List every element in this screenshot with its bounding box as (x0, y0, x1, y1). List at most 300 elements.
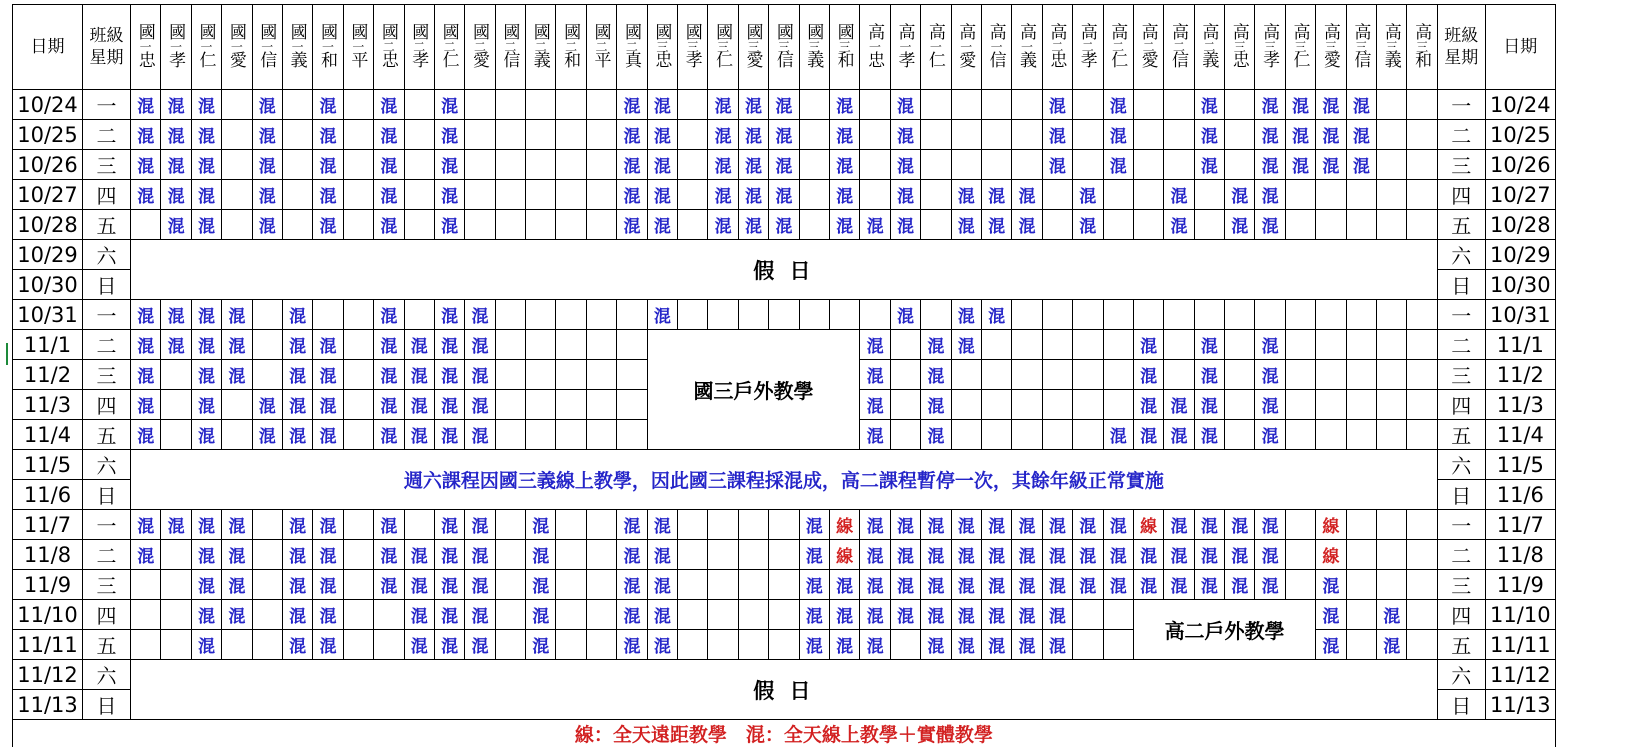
class-section: 孝 (412, 53, 426, 69)
class-header (434, 5, 464, 90)
class-cell: 混 (434, 360, 464, 390)
class-cell: 混 (890, 150, 920, 180)
class-cell (708, 510, 738, 540)
class-cell: 混 (951, 570, 981, 600)
class-cell: 混 (222, 540, 252, 570)
holiday-cell: 假 日 (131, 660, 1438, 720)
weekday-cell: 四 (83, 180, 131, 210)
weekday-cell: 三 (1437, 570, 1485, 600)
class-number: 一 (169, 41, 183, 53)
class-cell: 混 (617, 510, 647, 540)
class-cell: 混 (708, 210, 738, 240)
schedule-row (13, 180, 1556, 210)
class-name (1172, 25, 1186, 69)
date-cell: 11/9 (13, 570, 83, 600)
date-cell: 10/27 (13, 180, 83, 210)
class-cell (343, 630, 373, 660)
class-name (1415, 25, 1429, 69)
class-cell (282, 180, 312, 210)
class-grade: 國 (686, 25, 700, 41)
class-cell (1407, 570, 1437, 600)
class-cell: 混 (252, 180, 282, 210)
class-cell: 混 (1012, 180, 1042, 210)
class-cell: 混 (1346, 90, 1376, 120)
class-cell (343, 600, 373, 630)
weekday-cell: 一 (1437, 90, 1485, 120)
class-cell (131, 570, 161, 600)
class-cell: 混 (1194, 420, 1224, 450)
class-grade: 國 (139, 25, 153, 41)
class-cell: 混 (951, 510, 981, 540)
date-cell: 11/6 (1485, 480, 1555, 510)
class-cell (526, 330, 556, 360)
class-cell: 混 (1073, 210, 1103, 240)
class-cell (860, 120, 890, 150)
weekday-cell: 日 (83, 690, 131, 720)
class-cell: 線 (829, 540, 859, 570)
class-section: 義 (1385, 53, 1399, 69)
class-section: 仁 (1294, 53, 1308, 69)
class-cell (343, 570, 373, 600)
class-name (898, 25, 912, 69)
weekday-cell: 五 (1437, 210, 1485, 240)
class-cell: 混 (465, 600, 495, 630)
class-cell: 混 (981, 180, 1011, 210)
class-cell: 混 (799, 570, 829, 600)
class-number: 二 (625, 41, 639, 53)
class-cell: 混 (617, 540, 647, 570)
class-grade: 高 (1385, 25, 1399, 41)
class-cell: 混 (404, 600, 434, 630)
class-cell: 混 (434, 150, 464, 180)
class-cell (1225, 150, 1255, 180)
class-cell: 混 (191, 570, 221, 600)
class-cell: 混 (1377, 600, 1407, 630)
class-cell (769, 630, 799, 660)
class-number: 三 (1263, 41, 1277, 53)
class-cell: 混 (131, 360, 161, 390)
class-header (1103, 5, 1133, 90)
class-cell (1346, 420, 1376, 450)
class-cell (678, 300, 708, 330)
class-number: 三 (1233, 41, 1247, 53)
class-section: 仁 (199, 53, 213, 69)
class-cell (1164, 120, 1194, 150)
class-header (282, 5, 312, 90)
schedule-row (13, 240, 1556, 270)
class-cell (921, 150, 951, 180)
class-cell: 混 (1012, 510, 1042, 540)
class-cell (1073, 120, 1103, 150)
class-cell: 混 (1042, 570, 1072, 600)
class-header (829, 5, 859, 90)
class-section: 平 (595, 53, 609, 69)
class-cell (495, 570, 525, 600)
class-cell: 混 (252, 210, 282, 240)
class-cell: 混 (1255, 570, 1285, 600)
class-cell (556, 540, 586, 570)
class-name (625, 25, 639, 69)
class-cell (586, 390, 616, 420)
class-number: 一 (291, 41, 305, 53)
class-cell: 混 (951, 300, 981, 330)
class-cell (951, 90, 981, 120)
class-cell (556, 210, 586, 240)
class-cell: 混 (921, 360, 951, 390)
class-cell (799, 150, 829, 180)
class-cell (495, 600, 525, 630)
date-cell: 10/31 (1485, 300, 1555, 330)
class-cell: 混 (799, 540, 829, 570)
class-cell (252, 300, 282, 330)
class-cell: 混 (191, 510, 221, 540)
class-cell: 混 (222, 510, 252, 540)
class-cell (1103, 600, 1133, 630)
class-cell (343, 540, 373, 570)
class-cell: 混 (1285, 90, 1315, 120)
class-cell: 混 (1377, 630, 1407, 660)
class-cell: 混 (617, 90, 647, 120)
class-cell: 混 (1316, 600, 1346, 630)
class-cell: 混 (1133, 540, 1163, 570)
class-cell (738, 510, 768, 540)
class-cell (921, 210, 951, 240)
class-cell (951, 420, 981, 450)
class-cell: 線 (1316, 540, 1346, 570)
class-cell (252, 330, 282, 360)
class-header (586, 5, 616, 90)
class-header (708, 5, 738, 90)
class-cell (1346, 600, 1376, 630)
class-name (1020, 25, 1034, 69)
class-weekday-header (1437, 5, 1485, 90)
class-cell (1133, 300, 1163, 330)
class-cell (586, 150, 616, 180)
class-cell: 混 (161, 510, 191, 540)
class-header (738, 5, 768, 90)
class-section: 孝 (898, 53, 912, 69)
class-cell: 混 (131, 330, 161, 360)
class-cell (1133, 120, 1163, 150)
class-number: 二 (1172, 41, 1186, 53)
class-cell (921, 180, 951, 210)
class-section: 仁 (716, 53, 730, 69)
class-cell (1377, 120, 1407, 150)
class-cell (1042, 330, 1072, 360)
class-name (382, 25, 396, 69)
class-cell: 混 (131, 390, 161, 420)
class-cell: 混 (131, 420, 161, 450)
class-cell (404, 120, 434, 150)
class-cell: 混 (799, 600, 829, 630)
class-cell (1225, 360, 1255, 390)
class-grade: 高 (868, 25, 882, 41)
class-cell (404, 210, 434, 240)
class-cell: 混 (191, 90, 221, 120)
class-name (1050, 25, 1064, 69)
schedule-row (13, 330, 1556, 360)
class-cell (981, 120, 1011, 150)
date-cell: 11/8 (1485, 540, 1555, 570)
class-cell: 混 (617, 150, 647, 180)
class-header (1316, 5, 1346, 90)
class-cell: 混 (1164, 510, 1194, 540)
class-section: 平 (351, 53, 365, 69)
class-name (1142, 25, 1156, 69)
class-cell (556, 300, 586, 330)
class-cell (252, 360, 282, 390)
class-number: 一 (868, 41, 882, 53)
class-header (131, 5, 161, 90)
class-section: 義 (1020, 53, 1034, 69)
class-cell (495, 150, 525, 180)
class-cell: 混 (131, 300, 161, 330)
class-cell: 混 (860, 630, 890, 660)
weekday-cell: 四 (1437, 390, 1485, 420)
class-cell (556, 330, 586, 360)
class-cell (252, 540, 282, 570)
weekday-label: 星期 (1444, 48, 1478, 68)
class-cell (1407, 420, 1437, 450)
schedule-row (13, 660, 1556, 690)
class-cell: 混 (465, 300, 495, 330)
class-cell (526, 300, 556, 330)
class-header (343, 5, 373, 90)
class-cell: 混 (647, 210, 677, 240)
class-name (503, 25, 517, 69)
class-cell: 混 (465, 420, 495, 450)
class-cell: 混 (252, 420, 282, 450)
class-cell (586, 540, 616, 570)
class-header (252, 5, 282, 90)
class-header (556, 5, 586, 90)
class-cell: 混 (282, 570, 312, 600)
class-cell (1073, 600, 1103, 630)
class-cell (556, 150, 586, 180)
class-cell: 混 (1164, 420, 1194, 450)
class-cell (1012, 90, 1042, 120)
weekday-cell: 三 (1437, 150, 1485, 180)
class-number: 二 (1111, 41, 1125, 53)
class-cell: 混 (769, 90, 799, 120)
date-cell: 10/24 (1485, 90, 1555, 120)
class-cell: 混 (252, 120, 282, 150)
class-cell: 混 (617, 570, 647, 600)
class-cell (799, 120, 829, 150)
weekday-cell: 四 (1437, 600, 1485, 630)
class-cell (678, 630, 708, 660)
date-column-header: 日期 (1485, 5, 1555, 90)
class-header (951, 5, 981, 90)
class-cell (556, 570, 586, 600)
weekday-cell: 四 (1437, 180, 1485, 210)
class-cell: 混 (647, 120, 677, 150)
class-cell: 混 (313, 90, 343, 120)
class-cell: 混 (708, 90, 738, 120)
class-cell: 混 (1073, 510, 1103, 540)
class-cell (1255, 300, 1285, 330)
class-cell (769, 600, 799, 630)
class-cell: 混 (1316, 90, 1346, 120)
class-cell (586, 630, 616, 660)
date-cell: 11/4 (1485, 420, 1555, 450)
class-cell: 混 (191, 630, 221, 660)
class-name (838, 25, 852, 69)
class-cell (586, 600, 616, 630)
class-grade: 高 (1172, 25, 1186, 41)
class-cell: 混 (769, 210, 799, 240)
schedule-row (13, 630, 1556, 660)
class-cell (586, 180, 616, 210)
class-section: 忠 (139, 53, 153, 69)
class-name (230, 25, 244, 69)
class-section: 愛 (230, 53, 244, 69)
class-cell: 混 (374, 150, 404, 180)
class-cell (769, 510, 799, 540)
date-cell: 10/28 (13, 210, 83, 240)
class-cell: 混 (131, 90, 161, 120)
class-cell: 混 (1194, 360, 1224, 390)
class-cell: 混 (1073, 180, 1103, 210)
class-number: 二 (1050, 41, 1064, 53)
class-cell (161, 420, 191, 450)
class-number: 三 (686, 41, 700, 53)
class-cell (1407, 210, 1437, 240)
class-number: 一 (929, 41, 943, 53)
class-cell (556, 180, 586, 210)
schedule-row (13, 510, 1556, 540)
class-cell (1407, 300, 1437, 330)
class-cell: 混 (951, 540, 981, 570)
class-cell (374, 630, 404, 660)
class-cell: 混 (921, 540, 951, 570)
class-cell (222, 90, 252, 120)
class-grade: 國 (595, 25, 609, 41)
class-header (1042, 5, 1072, 90)
class-name (929, 25, 943, 69)
class-cell (495, 540, 525, 570)
class-number: 二 (534, 41, 548, 53)
class-cell (282, 120, 312, 150)
outdoor-g11-cell: 高二戶外教學 (1133, 600, 1315, 660)
class-cell: 混 (860, 210, 890, 240)
schedule-row (13, 600, 1556, 630)
class-cell: 混 (1285, 120, 1315, 150)
class-cell: 混 (131, 540, 161, 570)
date-cell: 11/13 (13, 690, 83, 720)
schedule-table (12, 4, 1556, 747)
class-header (1073, 5, 1103, 90)
class-cell: 混 (1164, 390, 1194, 420)
class-cell: 混 (1164, 570, 1194, 600)
class-cell (1346, 330, 1376, 360)
weekday-cell: 六 (83, 660, 131, 690)
class-cell (526, 360, 556, 390)
class-cell: 混 (526, 600, 556, 630)
class-header (1255, 5, 1285, 90)
weekday-cell: 二 (1437, 120, 1485, 150)
class-cell: 混 (981, 540, 1011, 570)
class-cell: 混 (1133, 330, 1163, 360)
class-cell: 混 (374, 330, 404, 360)
class-number: 一 (898, 41, 912, 53)
class-cell: 混 (647, 180, 677, 210)
class-cell (860, 180, 890, 210)
class-cell (1073, 300, 1103, 330)
schedule-row (13, 540, 1556, 570)
class-section: 真 (625, 53, 639, 69)
class-cell: 混 (374, 390, 404, 420)
class-cell (586, 570, 616, 600)
class-cell: 混 (860, 600, 890, 630)
class-cell (556, 510, 586, 540)
weekday-cell: 六 (1437, 450, 1485, 480)
class-cell: 混 (1103, 150, 1133, 180)
class-cell (495, 180, 525, 210)
class-number: 一 (990, 41, 1004, 53)
class-cell (981, 390, 1011, 420)
class-cell: 混 (1133, 390, 1163, 420)
class-section: 愛 (959, 53, 973, 69)
class-header (161, 5, 191, 90)
class-cell (1012, 330, 1042, 360)
class-header (222, 5, 252, 90)
class-cell (981, 150, 1011, 180)
class-cell (1285, 540, 1315, 570)
class-cell (890, 630, 920, 660)
class-cell (708, 600, 738, 630)
class-cell (678, 150, 708, 180)
class-cell (708, 300, 738, 330)
row-indicator (6, 343, 8, 365)
class-grade: 高 (1324, 25, 1338, 41)
notice-cell: 週六課程因國三義線上教學，因此國三課程採混成，高二課程暫停一次，其餘年級正常實施 (131, 450, 1438, 510)
class-cell: 混 (374, 420, 404, 450)
class-cell: 混 (222, 570, 252, 600)
holiday-cell: 假 日 (131, 240, 1438, 300)
class-cell: 混 (191, 300, 221, 330)
class-cell (1407, 180, 1437, 210)
class-cell: 混 (1346, 150, 1376, 180)
class-header (404, 5, 434, 90)
class-weekday-header (83, 5, 131, 90)
class-cell: 混 (1255, 90, 1285, 120)
class-section: 信 (1172, 53, 1186, 69)
class-cell: 混 (1255, 420, 1285, 450)
class-section: 義 (807, 53, 821, 69)
class-cell: 混 (404, 540, 434, 570)
class-cell (1103, 360, 1133, 390)
class-grade: 國 (443, 25, 457, 41)
class-cell (161, 630, 191, 660)
class-cell (617, 330, 647, 360)
class-cell: 混 (1225, 540, 1255, 570)
class-grade: 高 (1354, 25, 1368, 41)
class-cell: 混 (708, 120, 738, 150)
class-cell (222, 180, 252, 210)
class-cell: 混 (465, 540, 495, 570)
class-cell (1316, 180, 1346, 210)
class-cell: 混 (374, 510, 404, 540)
class-cell (1164, 300, 1194, 330)
class-name (990, 25, 1004, 69)
class-grade: 國 (777, 25, 791, 41)
class-grade: 國 (807, 25, 821, 41)
class-section: 孝 (1263, 53, 1277, 69)
date-cell: 10/26 (1485, 150, 1555, 180)
date-cell: 11/6 (13, 480, 83, 510)
class-grade: 高 (1142, 25, 1156, 41)
